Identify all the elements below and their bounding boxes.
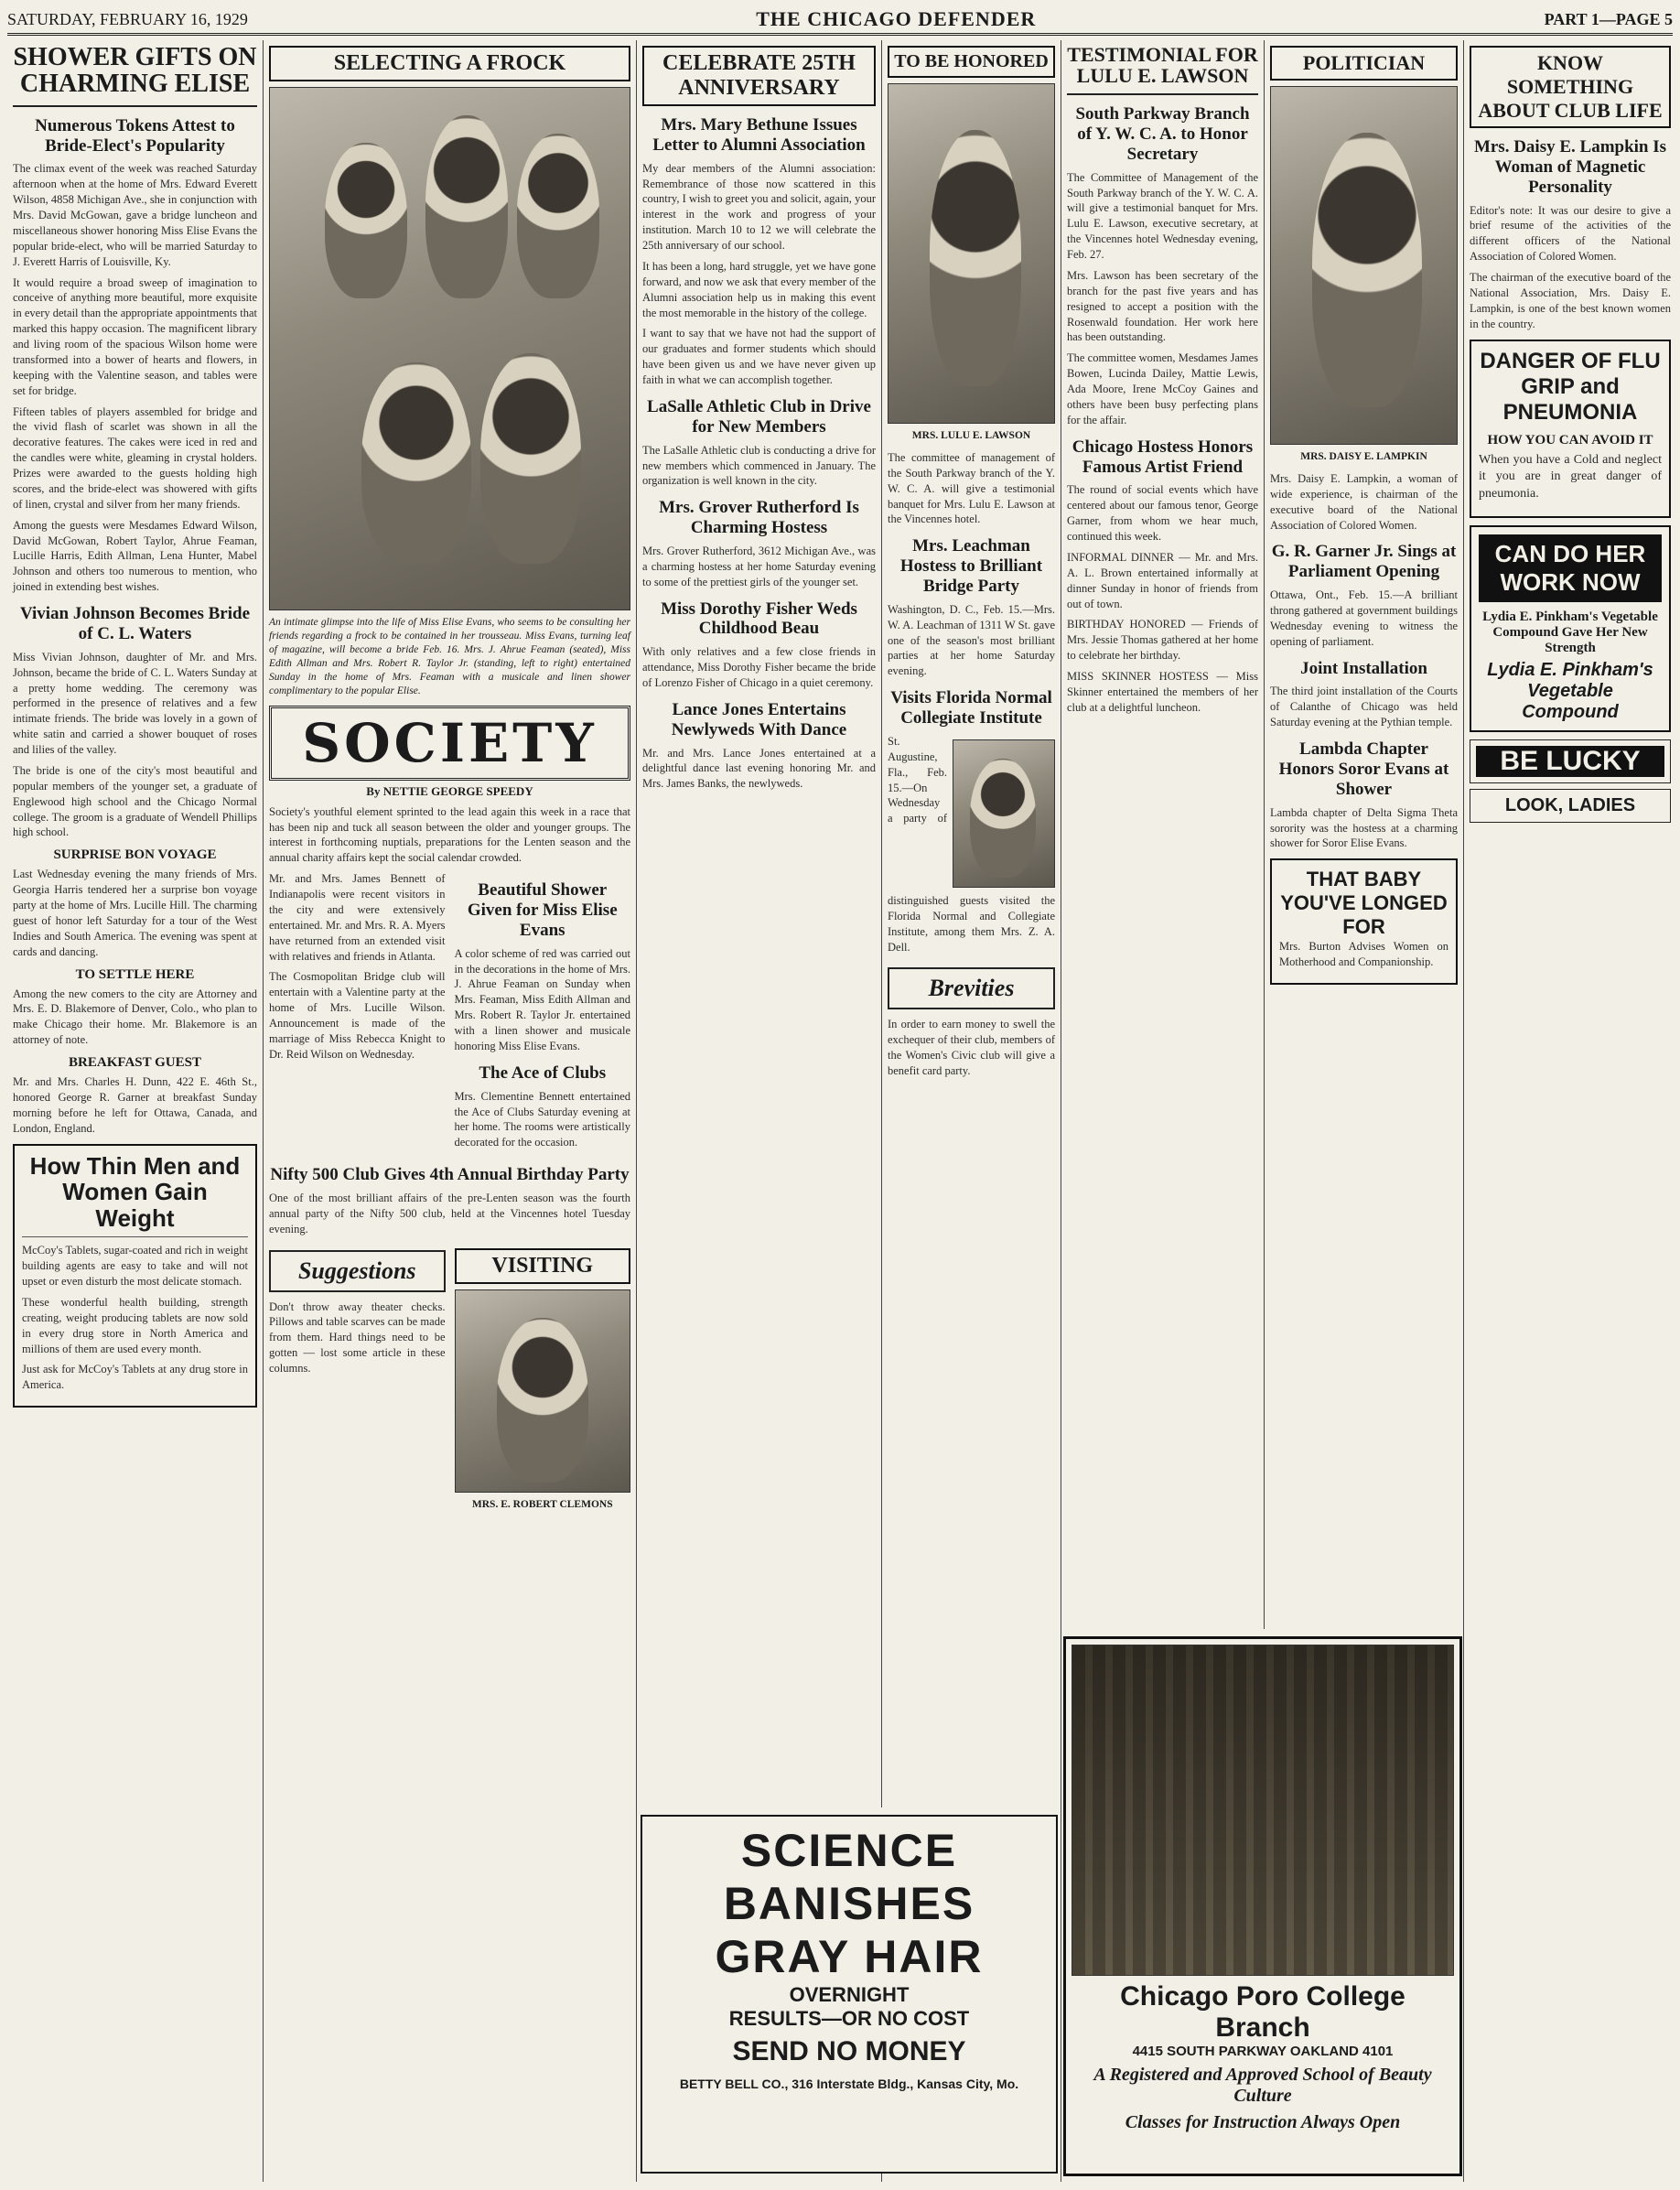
ad-flu-sub: HOW YOU CAN AVOID IT bbox=[1487, 432, 1653, 448]
subhead-artist-friend: Chicago Hostess Honors Famous Artist Friend bbox=[1072, 437, 1254, 477]
brevities-heading: Brevities bbox=[888, 967, 1055, 1009]
ad-gray-company: BETTY BELL CO., 316 Interstate Bldg., Kansas City, Mo. bbox=[679, 2077, 1019, 2091]
ad-pinkham-brand: Lydia E. Pinkham's Vegetable Compound bbox=[1487, 660, 1653, 723]
column-5: TESTIMONIAL FOR LULU E. LAWSON South Parkway Branch of Y. W. C. A. to Honor Secretary The Committee of Management of the South Parkway branch of the Y. W. C. A. will give a testimonial banquet for Mrs. Lulu E. Lawson, executive secretary, at the Vincennes hotel Wednesday evening, Feb. 27. Mrs. Lawson has been secretary of the branch for the past five years and has resigned to accept a position with the Rosenwald foundation. Her work here has been outstanding. The committee women, Mesdames James Bowen, Lucinda Dailey, Mattie Lewis, Ada Moore, Irene McCoy Gaines and others have been busy perfecting plans for the affair. Chicago Hostess Honors Famous Artist Friend The round of social events which have centered about our famous tenor, George Garner, from whom we hear much, continued this week. INFORMAL DINNER — Mr. and Mrs. A. L. Brown entertained informally at dinner Sunday in honor of friends from out of town. BIRTHDAY HONORED — Friends of Mrs. Jessie Thomas gathered at her home to celebrate her birthday. MISS SKINNER HOSTESS — Miss Skinner entertained the members of her club at a delightful luncheon. bbox=[1061, 40, 1265, 2182]
masthead-date: SATURDAY, FEBRUARY 16, 1929 bbox=[7, 9, 248, 28]
ad-flu-title: DANGER OF FLU GRIP and PNEUMONIA bbox=[1480, 348, 1661, 425]
subhead-south-parkway: South Parkway Branch of Y. W. C. A. to Honor Secretary bbox=[1075, 104, 1250, 164]
ad-look-title: LOOK, LADIES bbox=[1504, 795, 1636, 816]
ad-pinkham-title: CAN DO HER WORK NOW bbox=[1479, 534, 1662, 602]
subhead-dorothy-fisher: Miss Dorothy Fisher Weds Childhood Beau bbox=[661, 599, 857, 639]
subhead-ace-of-clubs: The Ace of Clubs bbox=[479, 1063, 607, 1083]
ad-look-ladies bbox=[1470, 789, 1671, 823]
column-7: KNOW SOMETHING ABOUT CLUB LIFE Mrs. Daisy E. Lampkin Is Woman of Magnetic Personality Editor's note: It was our desire to give a brief resume of the activities of the different officers of the National Association of Colored Women. The chairman of the executive board of the National Association, Mrs. Daisy E. Lampkin, is one of the best known women in the country. DANGER OF FLU GRIP and PNEUMONIA HOW YOU CAN AVOID IT When you have a Cold and neglect it you are in great danger of pneumonia. CAN DO HER WORK NOW Lydia E. Pinkham's Vegetable Compound Gave Her New Strength Lydia E. Pinkham's Vegetable Compound BE LUCKY LOOK, LADIES bbox=[1464, 40, 1676, 2182]
ad-mccoy-body: McCoy's Tablets, sugar-coated and rich in weight building agents are easy to take and will not upset or even disturb the most delicate stomach. bbox=[22, 1244, 249, 1289]
box-selecting-frock: SELECTING A FROCK bbox=[269, 46, 630, 81]
poro-line: A Registered and Approved School of Beauty Culture bbox=[1093, 2065, 1432, 2106]
masthead-page: PART 1—PAGE 5 bbox=[1544, 9, 1673, 28]
article-body: The climax event of the week was reached Saturday afternoon when at the home of Mrs. Edward Everett Wilson, 4858 Michigan Ave., she in conjunction with Mrs. David McGowan, gave a bridge luncheon and miscellaneous shower honoring Miss Elise Evans the popular bride-elect, who will be married Saturday to J. Everett Harris of Louisville, Ky. bbox=[13, 162, 257, 268]
ad-mccoy-title: How Thin Men and Women Gain Weight bbox=[29, 1151, 241, 1232]
ad-flu bbox=[1470, 340, 1671, 519]
subhead-lasalle: LaSalle Athletic Club in Drive for New Members bbox=[647, 396, 871, 437]
ad-gray-title: SCIENCE BANISHES GRAY HAIR bbox=[715, 1825, 984, 1982]
box-to-be-honored: TO BE HONORED bbox=[888, 46, 1055, 78]
photo-selecting-frock bbox=[269, 87, 630, 610]
poro-building-image bbox=[1072, 1645, 1454, 1976]
ad-lucky bbox=[1470, 739, 1671, 783]
caption-clemons: MRS. E. ROBERT CLEMONS bbox=[471, 1498, 613, 1510]
ad-flu-body: When you have a Cold and neglect it you are in great danger of pneumonia. bbox=[1479, 452, 1662, 502]
ad-gray-sub: OVERNIGHT bbox=[789, 1983, 910, 2006]
society-banner: SOCIETY bbox=[269, 706, 630, 781]
ad-poro bbox=[1063, 1629, 1462, 2183]
subhead-nifty-500: Nifty 500 Club Gives 4th Annual Birthday Party bbox=[270, 1165, 630, 1185]
caption-lampkin: MRS. DAISY E. LAMPKIN bbox=[1300, 451, 1427, 462]
column-3: CELEBRATE 25TH ANNIVERSARY Mrs. Mary Bethune Issues Letter to Alumni Association My dear members of the Alumni association: Remembrance of those now scattered in this country, I wish to greet you and solicit, again, your interest in the work and progress of your institution. March 10 to 12 we will celebrate the 25th anniversary of our school. It has been a long, hard struggle, yet we have gone forward, and now we ask that every member of the Alumni association help us in making this event the most memorable in the history of the college. I want to say that we have not had the support of our graduates and former students which should have been given us and we have never given up faith in what we can accomplish together. LaSalle Athletic Club in Drive for New Members The LaSalle Athletic club is conducting a drive for new members which commenced in January. The organization is well known in the city. Mrs. Grover Rutherford Is Charming Hostess Mrs. Grover Rutherford, 3612 Michigan Ave., was a charming hostess at her home Saturday evening to some of the prettiest girls of the younger set. Miss Dorothy Fisher Weds Childhood Beau With only relatives and a few close friends in attendance, Miss Dorothy Fisher became the bride of Lorenzo Fisher of Chicago in a quiet ceremony. Lance Jones Entertains Newlyweds With Dance Mr. and Mrs. Lance Jones entertained at a delightful dance last evening honoring Mr. and Mrs. James Banks, the newlyweds. bbox=[637, 40, 882, 2182]
subhead-joint-installation: Joint Installation bbox=[1300, 658, 1427, 678]
suggestions-heading: Suggestions bbox=[269, 1250, 446, 1292]
subhead-leachman: Mrs. Leachman Hostess to Brilliant Bridge Party bbox=[899, 536, 1043, 596]
box-politician: POLITICIAN bbox=[1270, 46, 1458, 81]
photo-lawson bbox=[888, 83, 1055, 424]
subhead-to-settle: TO SETTLE HERE bbox=[75, 966, 195, 982]
ad-lucky-title: BE LUCKY bbox=[1476, 746, 1664, 777]
ad-gray-hair bbox=[641, 1807, 1058, 2174]
subhead-rutherford: Mrs. Grover Rutherford Is Charming Hostess bbox=[659, 498, 859, 538]
caption-selecting-frock: An intimate glimpse into the life of Miss Elise Evans, who seems to be consulting her friends regarding a frock to be contained in her trousseau. Miss Evans, turning leaf of magazine, will become a bride Feb. 16. Mrs. J. Ahrue Feaman (seated), Miss Edith Allman and Mrs. Robert R. Taylor Jr. (standing, left to right) entertained Sunday in the home of Mrs. Feaman with a musicale and linen shower complimentary to the popular Elise. bbox=[269, 617, 630, 696]
subhead-florida: Visits Florida Normal Collegiate Institute bbox=[890, 688, 1052, 728]
poro-title: Chicago Poro College Branch bbox=[1120, 1981, 1405, 2043]
ad-baby: THAT BABY YOU'VE LONGED FOR Mrs. Burton Advises Women on Motherhood and Companionship. bbox=[1270, 858, 1458, 985]
society-byline: By NETTIE GEORGE SPEEDY bbox=[366, 783, 533, 798]
ad-gray-send: SEND NO MONEY bbox=[732, 2036, 966, 2066]
subhead-lambda: Lambda Chapter Honors Soror Evans at Shower bbox=[1278, 739, 1449, 799]
subhead-breakfast: BREAKFAST GUEST bbox=[69, 1055, 201, 1071]
subhead-lance-jones: Lance Jones Entertains Newlyweds With Dance bbox=[671, 699, 847, 739]
subhead-vivian-johnson: Vivian Johnson Becomes Bride of C. L. Waters bbox=[19, 604, 251, 643]
article-body-filler: It would require a broad sweep of imagination to conceive of anything more beautiful, more exquisite in every detail than the appropriate appointments that marked this happy occasion. The magnificent library and living room of the spacious Wilson home were transformed into a bower of hearts and flowers, in keeping with the Valentine season, and tables were set for bridge. bbox=[13, 275, 257, 397]
poro-footer: Classes for Instruction Always Open bbox=[1125, 2112, 1401, 2132]
subhead-bethune: Mrs. Mary Bethune Issues Letter to Alumni Association bbox=[652, 115, 866, 155]
ad-pinkham bbox=[1470, 525, 1671, 732]
ad-pinkham-sub: Lydia E. Pinkham's Vegetable Compound Gave Her New Strength bbox=[1482, 610, 1658, 656]
subhead-garner: G. R. Garner Jr. Sings at Parliament Opening bbox=[1271, 542, 1457, 582]
headline-club-life: KNOW SOMETHING ABOUT CLUB LIFE bbox=[1470, 46, 1671, 128]
photo-dell bbox=[953, 739, 1055, 888]
box-celebrate: CELEBRATE 25TH ANNIVERSARY bbox=[642, 46, 876, 106]
column-2: SELECTING A FROCK An intimate glimpse into the life of Miss Elise Evans, who seems to be consulting her friends regarding a frock to be contained in her trousseau. Miss Evans, turning leaf of magazine, will become a bride Feb. 16. Mrs. J. Ahrue Feaman (seated), Miss Edith Allman and Mrs. Robert R. Taylor Jr. (standing, left to right) entertained Sunday in the home of Mrs. Feaman with a musicale and linen shower complimentary to the popular Elise. SOCIETY By NETTIE GEORGE SPEEDY Society's youthful element sprinted to the lead again this week in a race that has been nip and tuck all season between the older and younger groups. The interest in forthcoming nuptials, preparations for the Lenten season and the annual charity affairs kept the social calendar crowded. Mr. and Mrs. James Bennett of Indianapolis were recent visitors in the city and were extensively entertained. Mr. and Mrs. R. A. Myers have returned from an extended visit with relatives and friends in Atlanta. The Cosmopolitan Bridge club will entertain with a Valentine party at the home of Mrs. Lucille Wilson. Announcement is made of the marriage of Miss Rebecca Knight to Dr. Reid Wilson on Wednesday. Beautiful Shower Given for Miss Elise Evans A color scheme of red was carried out in the decorations in the home of Mrs. J. Ahrue Feaman on Sunday when Mrs. Feaman, Miss Edith Allman and Mrs. Robert R. Taylor Jr. entertained with a linen shower and musicale honoring Miss Elise Evans. The Ace of Clubs Mrs. Clementine Bennett entertained the Ace of Clubs Saturday evening at her home. The rooms were artistically decorated for the occasion. Nifty 500 Club Gives 4th Annual Birthday Party One of the most brilliant affairs of the pre-Lenten season was the fourth annual party of the Nifty 500 club, held at the Vincennes hotel Tuesday evening. Suggestions Don't throw away theater checks. Pillows and table scarves can be made from them. Hard things need to be gotten — lost some article in these columns. VISITING MRS. E. ROBERT CLEMONS bbox=[264, 40, 637, 2182]
headline-testimonial: TESTIMONIAL FOR LULU E. LAWSON bbox=[1067, 43, 1258, 88]
ad-gray-results: RESULTS—OR NO COST bbox=[728, 2007, 970, 2030]
photo-clemons bbox=[455, 1289, 631, 1493]
subhead-beautiful-shower: Beautiful Shower Given for Miss Elise Evans bbox=[467, 880, 618, 940]
subhead-lampkin-magnetic: Mrs. Daisy E. Lampkin Is Woman of Magnetic Personality bbox=[1473, 137, 1667, 197]
subhead-bon-voyage: SURPRISE BON VOYAGE bbox=[53, 847, 217, 863]
ad-mccoy: How Thin Men and Women Gain Weight McCoy's Tablets, sugar-coated and rich in weight building agents are easy to take and will not upset or even disturb the most delicate stomach. These wonderful health building, strength creating, weight producing tablets are now sold in every drug store in North America and millions of them are used every month. Just ask for McCoy's Tablets at any drug store in America. bbox=[13, 1144, 257, 1408]
masthead-paper: THE CHICAGO DEFENDER bbox=[756, 7, 1037, 30]
photo-lampkin bbox=[1270, 86, 1458, 445]
subhead-tokens: Numerous Tokens Attest to Bride-Elect's Popularity bbox=[35, 115, 235, 156]
headline-shower-gifts: SHOWER GIFTS ON CHARMING ELISE bbox=[13, 43, 257, 99]
masthead bbox=[7, 5, 1673, 36]
ad-baby-title: THAT BABY YOU'VE LONGED FOR bbox=[1280, 868, 1448, 939]
column-4: TO BE HONORED MRS. LULU E. LAWSON The committee of management of the South Parkway branch of the Y. W. C. A. will give a testimonial banquet for Mrs. Lulu E. Lawson at the Vincennes hotel. Mrs. Leachman Hostess to Brilliant Bridge Party Washington, D. C., Feb. 15.—Mrs. W. A. Leachman of 1311 W St. gave one of the season's most brilliant parties at her home Saturday evening. Visits Florida Normal Collegiate Institute St. Augustine, Fla., Feb. 15.—On Wednesday a party of distinguished guests visited the Florida Normal and Collegiate Institute, among them Mrs. Z. A. Dell. Brevities In order to earn money to swell the exchequer of their club, members of the Women's Civic club will give a benefit card party. bbox=[882, 40, 1061, 2182]
caption-lawson: MRS. LULU E. LAWSON bbox=[911, 430, 1031, 441]
column-6: POLITICIAN MRS. DAISY E. LAMPKIN Mrs. Daisy E. Lampkin, a woman of wide experience, is chairman of the executive board of the National Association of Colored Women. G. R. Garner Jr. Sings at Parliament Opening Ottawa, Ont., Feb. 15.—A brilliant throng gathered at government buildings Wednesday evening to witness the opening of parliament. Joint Installation The third joint installation of the Courts of Calanthe of Chicago was held Saturday evening at the Pythian temple. Lambda Chapter Honors Soror Evans at Shower Lambda chapter of Delta Sigma Theta sorority was the hostess at a charming shower for Soror Elise Evans. THAT BABY YOU'VE LONGED FOR Mrs. Burton Advises Women on Motherhood and Companionship. bbox=[1265, 40, 1464, 2182]
poro-address: 4415 SOUTH PARKWAY OAKLAND 4101 bbox=[1132, 2044, 1394, 2059]
column-1: SHOWER GIFTS ON CHARMING ELISE Numerous Tokens Attest to Bride-Elect's Popularity The climax event of the week was reached Saturday afternoon when at the home of Mrs. Edward Everett Wilson, 4858 Michigan Ave., she in conjunction with Mrs. David McGowan, gave a bridge luncheon and miscellaneous shower honoring Miss Elise Evans the popular bride-elect, who will be married Saturday to J. Everett Harris of Louisville, Ky. It would require a broad sweep of imagination to conceive of anything more beautiful, more exquisite in every detail than the appropriate appointments that marked this happy occasion. The magnificent library and living room of the spacious Wilson home were transformed into a bower of hearts and flowers, in keeping with the Valentine season, and tables were set for bridge. Fifteen tables of players assembled for bridge and the vivid flash of scarlet was shown in all the decorative features. The cakes were iced in red and the candles were white, gleaming in crystal holders. Prizes were awarded to the guests holding high scores, and the bride-elect was showered with gifts of linen, crystal and silver from her many friends. Among the guests were Mesdames Edward Wilson, David McGowan, Robert Taylor, Ahrue Feaman, Lucille Harris, Edith Allman, Lena Hunter, Mabel Johnson and others too numerous to mention, who joined in extending best wishes. Vivian Johnson Becomes Bride of C. L. Waters Miss Vivian Johnson, daughter of Mr. and Mrs. Johnson, became the bride of C. L. Waters Sunday at a pretty home wedding. The ceremony was performed in the presence of relatives and a few intimate friends. The bride was lovely in a gown of white satin and carried a shower bouquet of roses and lilies of the valley. The bride is one of the city's most beautiful and popular members of the younger set, a graduate of Englewood high school and the Chicago Normal college. The groom is a graduate of Wendell Phillips high school. SURPRISE BON VOYAGE Last Wednesday evening the many friends of Mrs. Georgia Harris tendered her a surprise bon voyage party at the home of Mrs. Lucille Hill. The charming guest of honor left Saturday for a tour of the West Indies and South America. The evening was spent at cards and dancing. TO SETTLE HERE Among the new comers to the city are Attorney and Mrs. E. D. Blakemore of Denver, Colo., who plan to make Chicago their home. Mr. Blakemore is an attorney of note. BREAKFAST GUEST Mr. and Mrs. Charles H. Dunn, 422 E. 46th St., honored George R. Garner at breakfast Sunday morning before he left for Ottawa, Canada, and London, England. How Thin Men and Women Gain Weight McCoy's Tablets, sugar-coated and rich in weight building agents are easy to take and will not upset or even disturb the most delicate stomach. These wonderful health building, strength creating, weight producing tablets are now sold in every drug store in North America and millions of them are used every month. Just ask for McCoy's Tablets at any drug store in America. bbox=[7, 40, 264, 2182]
box-visiting: VISITING bbox=[455, 1248, 631, 1284]
